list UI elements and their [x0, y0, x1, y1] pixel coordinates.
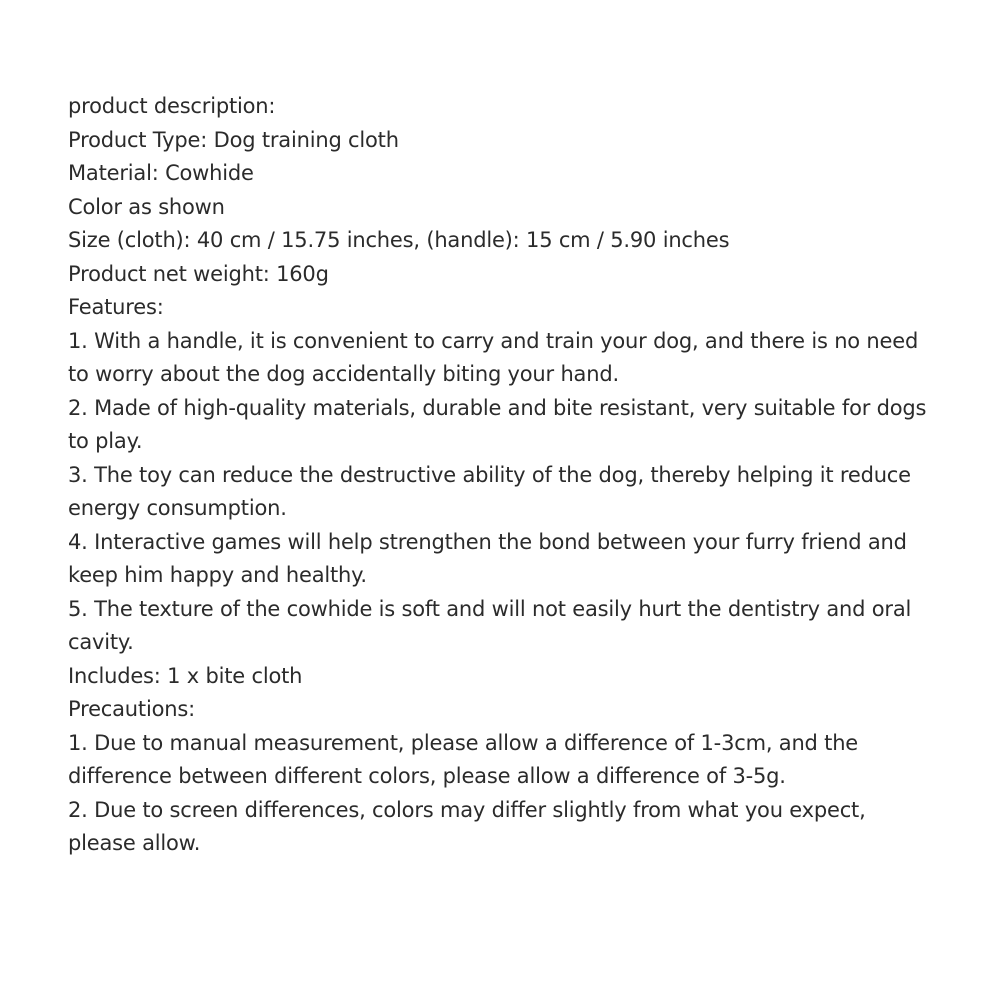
precautions-heading: Precautions: [68, 697, 195, 721]
material: Material: Cowhide [68, 161, 254, 185]
feature-1: 1. With a handle, it is convenient to carry and train your dog, and there is no need to worry about the dog accidentally biting your hand. [68, 328, 919, 386]
color: Color as shown [68, 194, 225, 219]
net-weight: Product net weight: 160g [68, 261, 329, 286]
description-heading: product description: [68, 94, 276, 118]
feature-4: 4. Interactive games will help strengthen the bond between your furry friend and keep him happy and healthy. [68, 529, 907, 587]
precaution-2: 2. Due to screen differences, colors may differ slightly from what you expect, please allow. [68, 797, 866, 855]
features-heading: Features: [68, 295, 164, 319]
product-type: Product Type: Dog training cloth [68, 127, 399, 152]
product-description [68, 90, 928, 861]
feature-3: 3. The toy can reduce the destructive ability of the dog, thereby helping it reduce energy consumption. [68, 462, 911, 520]
feature-2: 2. Made of high-quality materials, durable and bite resistant, very suitable for dogs to play. [68, 395, 927, 453]
includes: Includes: 1 x bite cloth [68, 663, 303, 688]
size: Size (cloth): 40 cm / 15.75 inches, (handle): 15 cm / 5.90 inches [68, 228, 730, 252]
precaution-1: 1. Due to manual measurement, please allow a difference of 1-3cm, and the difference between different colors, please allow a difference of 3-5g. [68, 730, 859, 788]
feature-5: 5. The texture of the cowhide is soft and will not easily hurt the dentistry and oral cavity. [68, 596, 912, 654]
